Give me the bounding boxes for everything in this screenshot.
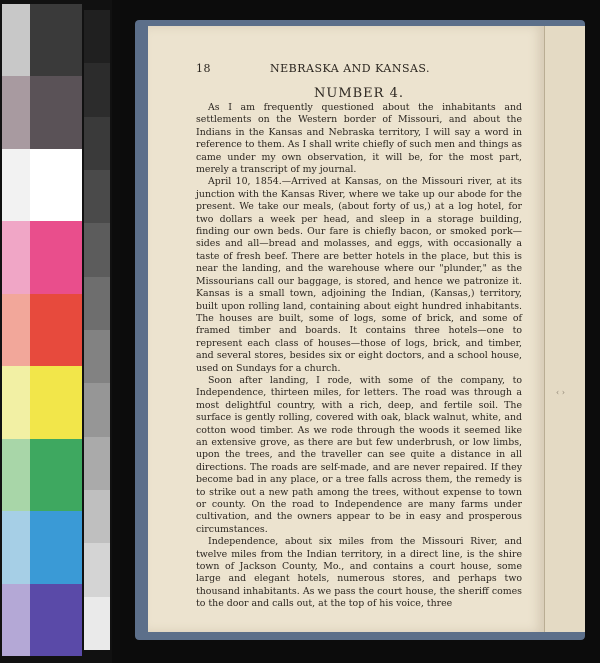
color-swatch-4 — [30, 221, 82, 293]
color-swatch-2 — [30, 76, 82, 148]
facing-page-edge — [544, 26, 585, 632]
gray-step-2 — [84, 63, 110, 116]
tint-swatch-4 — [2, 221, 30, 293]
tint-swatch-1 — [2, 4, 30, 76]
calibration-grayscale-strip — [84, 10, 110, 650]
tint-swatch-2 — [2, 76, 30, 148]
running-head — [196, 62, 522, 80]
tint-swatch-8 — [2, 511, 30, 583]
tint-swatch-5 — [2, 294, 30, 366]
paragraph-3: Soon after landing, I rode, with some of the company, to Independence, thirteen miles, for letters. The road was through a most delightful country, with a rich, deep, and fertile soil. The surface is gently rolling, covered with oak, black walnut, white, and cotton wood timber. As we rode through the woods it seemed like an extensive grove, as there are but few underbrush, or low limbs, upon the trees, and the traveller can see quite a distance in all directions. The roads are self-made, and are never repaired. If they become bad in any place, or a tree falls across them, the remedy is to strike out a new path among the trees, without expense to town or county. On the road to Independence are many farms under cultivation, and the owners appear to be in easy and prosperous circumstances. — [196, 374, 522, 535]
gray-step-10 — [84, 490, 110, 543]
page-content — [196, 62, 522, 611]
tint-swatch-3 — [2, 149, 30, 221]
gray-step-11 — [84, 543, 110, 596]
paragraph-4: Independence, about six miles from the Missouri River, and twelve miles from the Indian territory, in a direct line, is the shire town of Jackson County, Mo., and contains a court house, some large and elegant hotels, numerous stores, and perhaps two thousand inhabitants. As we pass the court house, the sheriff comes to the door and calls out, at the top of his voice, three — [196, 536, 522, 610]
gray-step-4 — [84, 170, 110, 223]
gray-step-9 — [84, 437, 110, 490]
calibration-tint-column — [2, 4, 30, 656]
gray-step-6 — [84, 277, 110, 330]
color-swatch-8 — [30, 511, 82, 583]
color-swatch-6 — [30, 366, 82, 438]
gray-step-12 — [84, 597, 110, 650]
section-heading: NUMBER 4. — [313, 86, 404, 101]
paragraph-2: April 10, 1854.—Arrived at Kansas, on the Missouri river, at its junction with the Kansas River, where we take up our abode for the present. We take our meals, (about forty of us,) at a log hotel, for two dollars a week per head, and sleep in a storage building, finding our own beds. Our fare is chiefly bacon, or smoked pork—sides and all—bread and molasses, and eggs, with occasionally a taste of fresh beef. There are better hotels in the place, but this is near the landing, and the warehouse where our "plunder," as the Missourians call our baggage, is stored, and hence we patronize it. Kansas is a small town, adjoining the Indian, (Kansas,) territory, built upon rolling land, containing about eight hundred inhabitants. The houses are built, some of logs, some of brick, and some of framed timber and boards. It contains three hotels—one to represent each class of houses—those of logs, brick, and timber, and several stores, besides six or eight doctors, and a school house, used on Sundays for a church. — [196, 176, 522, 374]
color-swatch-3 — [30, 149, 82, 221]
page-number: 18 — [196, 62, 211, 75]
gray-step-8 — [84, 383, 110, 436]
tint-swatch-9 — [2, 584, 30, 656]
color-swatch-1 — [30, 4, 82, 76]
page-speck-marks: ‹ › — [556, 388, 565, 397]
running-title: NEBRASKA AND KANSAS. — [270, 62, 431, 75]
paragraph-1: As I am frequently questioned about the inhabitants and settlements on the Western border of Missouri, and about the Indians in the Kansas and Nebraska territory, I will say a word in reference to them. As I shall write chiefly of such men and things as came under my own observation, it will be, for the most part, merely a transcript of my journal. — [196, 102, 522, 176]
gray-step-1 — [84, 10, 110, 63]
gray-step-5 — [84, 223, 110, 276]
color-swatch-9 — [30, 584, 82, 656]
tint-swatch-7 — [2, 439, 30, 511]
color-calibration-target — [0, 0, 112, 663]
gray-step-3 — [84, 117, 110, 170]
color-swatch-7 — [30, 439, 82, 511]
calibration-color-column — [30, 4, 82, 656]
tint-swatch-6 — [2, 366, 30, 438]
color-swatch-5 — [30, 294, 82, 366]
gray-step-7 — [84, 330, 110, 383]
